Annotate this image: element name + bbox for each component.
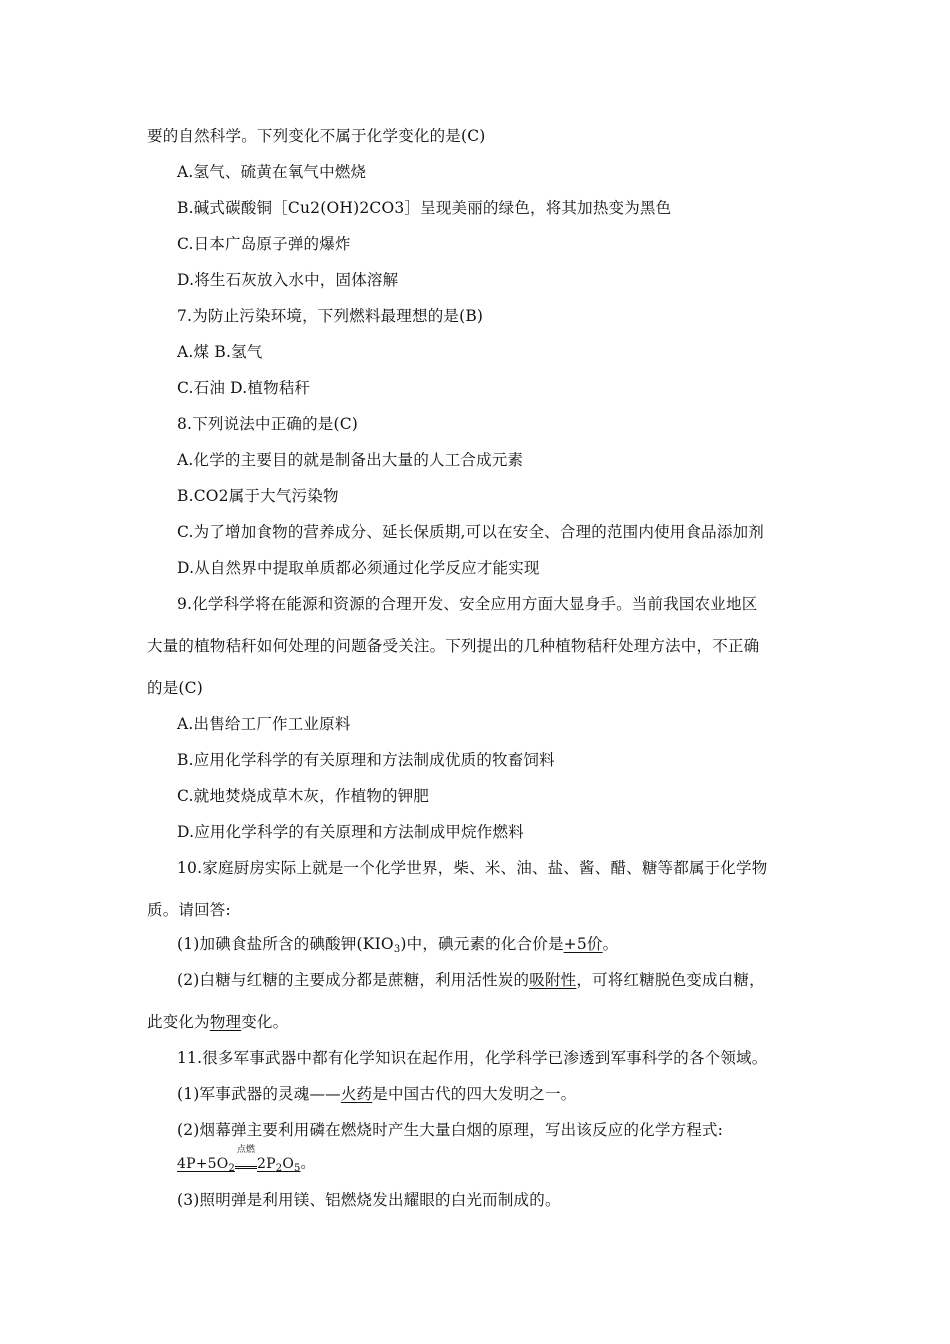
subscript: 2 xyxy=(228,1163,236,1174)
option-a: A.化学的主要目的就是制备出大量的人工合成元素 xyxy=(177,451,524,469)
option-b: B.应用化学科学的有关原理和方法制成优质的牧畜饲料 xyxy=(177,751,555,769)
sub-question-2: (2)烟幕弹主要利用磷在燃烧时产生大量白烟的原理，写出该反应的化学方程式: xyxy=(177,1121,724,1139)
answer: 物理 xyxy=(209,1013,242,1031)
subscript: 5 xyxy=(294,1163,301,1174)
question-10: 10.家庭厨房实际上就是一个化学世界，柴、米、油、盐、酱、醋、糖等都属于化学物 xyxy=(177,859,768,877)
text: (2)白糖与红糖的主要成分都是蔗糖，利用活性炭的 xyxy=(177,971,530,989)
text: (1)军事武器的灵魂—— xyxy=(177,1085,341,1103)
text: )中，碘元素的化合价是 xyxy=(400,935,564,953)
products: O xyxy=(282,1156,294,1172)
text-line: 的是(C) xyxy=(147,679,203,697)
option-d: D.应用化学科学的有关原理和方法制成甲烷作燃料 xyxy=(177,823,524,841)
products: 2P xyxy=(257,1156,276,1172)
option-a: A.出售给工厂作工业原料 xyxy=(177,715,351,733)
answer: +5价 xyxy=(563,935,603,953)
option-b: B.CO2属于大气污染物 xyxy=(177,487,339,505)
text: 。 xyxy=(300,1156,315,1172)
subscript: 2 xyxy=(275,1163,283,1174)
question-8: 8.下列说法中正确的是(C) xyxy=(177,415,359,433)
chemical-equation xyxy=(177,1145,315,1174)
option-c: C.就地焚烧成草木灰，作植物的钾肥 xyxy=(177,787,430,805)
text: ，可将红糖脱色变成白糖， xyxy=(576,971,765,989)
question-9: 9.化学科学将在能源和资源的合理开发、安全应用方面大显身手。当前我国农业地区 xyxy=(177,595,758,613)
text: (1)加碘食盐所含的碘酸钾(KIO xyxy=(177,935,394,953)
text-line: 大量的植物秸秆如何处理的问题备受关注。下列提出的几种植物秸秆处理方法中，不正确 xyxy=(147,637,760,655)
sub-question-2 xyxy=(177,970,765,990)
equation-answer xyxy=(177,1145,301,1174)
answer: 吸附性 xyxy=(529,971,577,989)
equals-sign xyxy=(235,1160,257,1169)
text-line: 质。请回答: xyxy=(147,901,231,919)
option-c: C.日本广岛原子弹的爆炸 xyxy=(177,235,351,253)
option-c: C.为了增加食物的营养成分、延长保质期,可以在安全、合理的范围内使用食品添加剂 xyxy=(177,523,764,541)
sub-question-1 xyxy=(177,934,618,954)
text: 是中国古代的四大发明之一。 xyxy=(372,1085,577,1103)
text: 此变化为 xyxy=(147,1013,210,1031)
option-d: D.从自然界中提取单质都必须通过化学反应才能实现 xyxy=(177,559,540,577)
option-d: D.将生石灰放入水中，固体溶解 xyxy=(177,271,399,289)
reaction-condition xyxy=(235,1145,257,1174)
option-b: B.碱式碳酸铜［Cu2(OH)2CO3］呈现美丽的绿色，将其加热变为黑色 xyxy=(177,199,672,217)
question-7: 7.为防止污染环境，下列燃料最理想的是(B) xyxy=(177,307,484,325)
answer: 火药 xyxy=(340,1085,373,1103)
subscript: 3 xyxy=(393,944,401,955)
reactants: 4P+5O xyxy=(177,1156,229,1172)
text-line xyxy=(147,1012,288,1032)
text: 。 xyxy=(602,935,619,953)
sub-question-3: (3)照明弹是利用镁、铝燃烧发出耀眼的白光而制成的。 xyxy=(177,1191,561,1209)
option-a: A.氢气、硫黄在氧气中燃烧 xyxy=(177,163,367,181)
option-cd: C.石油 D.植物秸秆 xyxy=(177,379,311,397)
question-11: 11.很多军事武器中都有化学知识在起作用，化学科学已渗透到军事科学的各个领域。 xyxy=(177,1049,768,1067)
sub-question-1 xyxy=(177,1084,576,1104)
text-line: 要的自然科学。下列变化不属于化学变化的是(C) xyxy=(147,127,486,145)
condition-text: 点燃 xyxy=(236,1145,256,1155)
option-ab: A.煤 B.氢气 xyxy=(177,343,263,361)
text: 变化。 xyxy=(241,1013,289,1031)
